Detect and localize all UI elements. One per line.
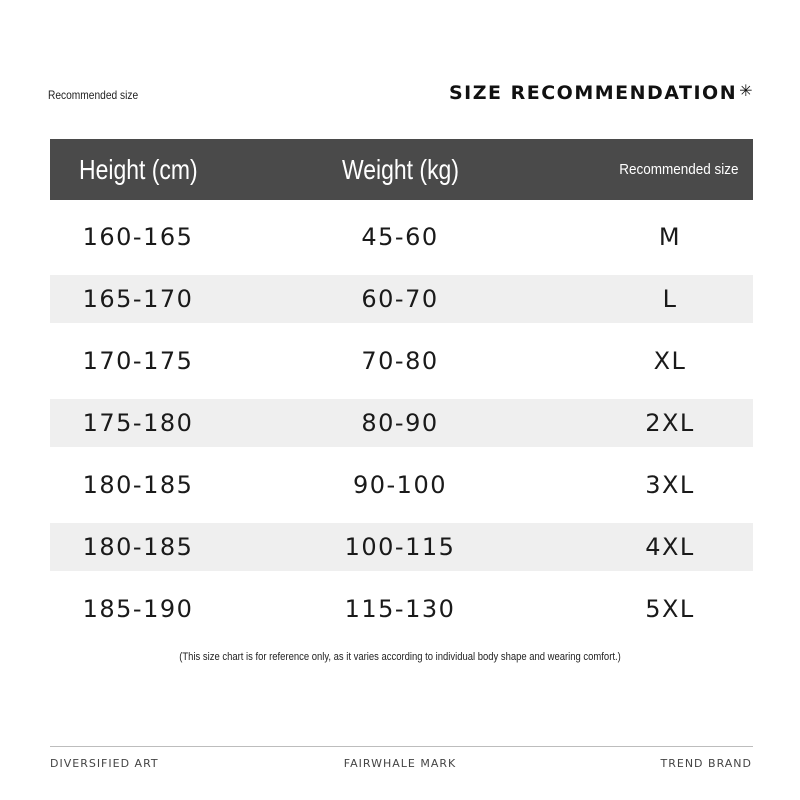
height-cell: 170-175	[82, 347, 194, 375]
size-cell: 4XL	[645, 533, 695, 561]
footer-left: DIVERSIFIED ART	[50, 757, 159, 770]
size-cell: 5XL	[645, 595, 695, 623]
height-cell: 175-180	[82, 409, 194, 437]
table-row	[50, 213, 753, 261]
table-row	[50, 275, 753, 323]
height-cell: 160-165	[82, 223, 194, 251]
disclaimer-note: (This size chart is for reference only, as it varies according to individual body shape and wearing comfort.)	[179, 651, 621, 663]
table-row	[50, 399, 753, 447]
height-cell: 180-185	[82, 533, 194, 561]
table-row	[50, 337, 753, 385]
size-cell: 3XL	[645, 471, 695, 499]
weight-cell: 90-100	[352, 471, 447, 499]
title-text: SIZE RECOMMENDATION	[448, 82, 738, 104]
size-cell: M	[658, 223, 682, 251]
weight-cell: 70-80	[361, 347, 439, 375]
footer-divider	[50, 746, 753, 747]
size-table-body	[50, 213, 753, 647]
recommended-size-label: Recommended size	[48, 88, 139, 102]
footer-right: TREND BRAND	[660, 757, 752, 770]
height-cell: 165-170	[82, 285, 194, 313]
table-row	[50, 585, 753, 633]
header-recommended-size: Recommended size	[619, 161, 739, 178]
asterisk-icon: ✳	[739, 81, 754, 100]
table-row	[50, 523, 753, 571]
page-title	[449, 82, 754, 104]
header-height: Height (cm)	[79, 154, 198, 185]
size-cell: L	[662, 285, 678, 313]
footer-center: FAIRWHALE MARK	[343, 757, 457, 770]
table-header	[50, 139, 753, 200]
height-cell: 180-185	[82, 471, 194, 499]
weight-cell: 80-90	[361, 409, 439, 437]
weight-cell: 45-60	[361, 223, 439, 251]
size-cell: XL	[653, 347, 687, 375]
size-cell: 2XL	[645, 409, 695, 437]
weight-cell: 100-115	[344, 533, 456, 561]
header-weight: Weight (kg)	[342, 154, 459, 185]
weight-cell: 115-130	[344, 595, 456, 623]
weight-cell: 60-70	[361, 285, 439, 313]
height-cell: 185-190	[82, 595, 194, 623]
table-row	[50, 461, 753, 509]
